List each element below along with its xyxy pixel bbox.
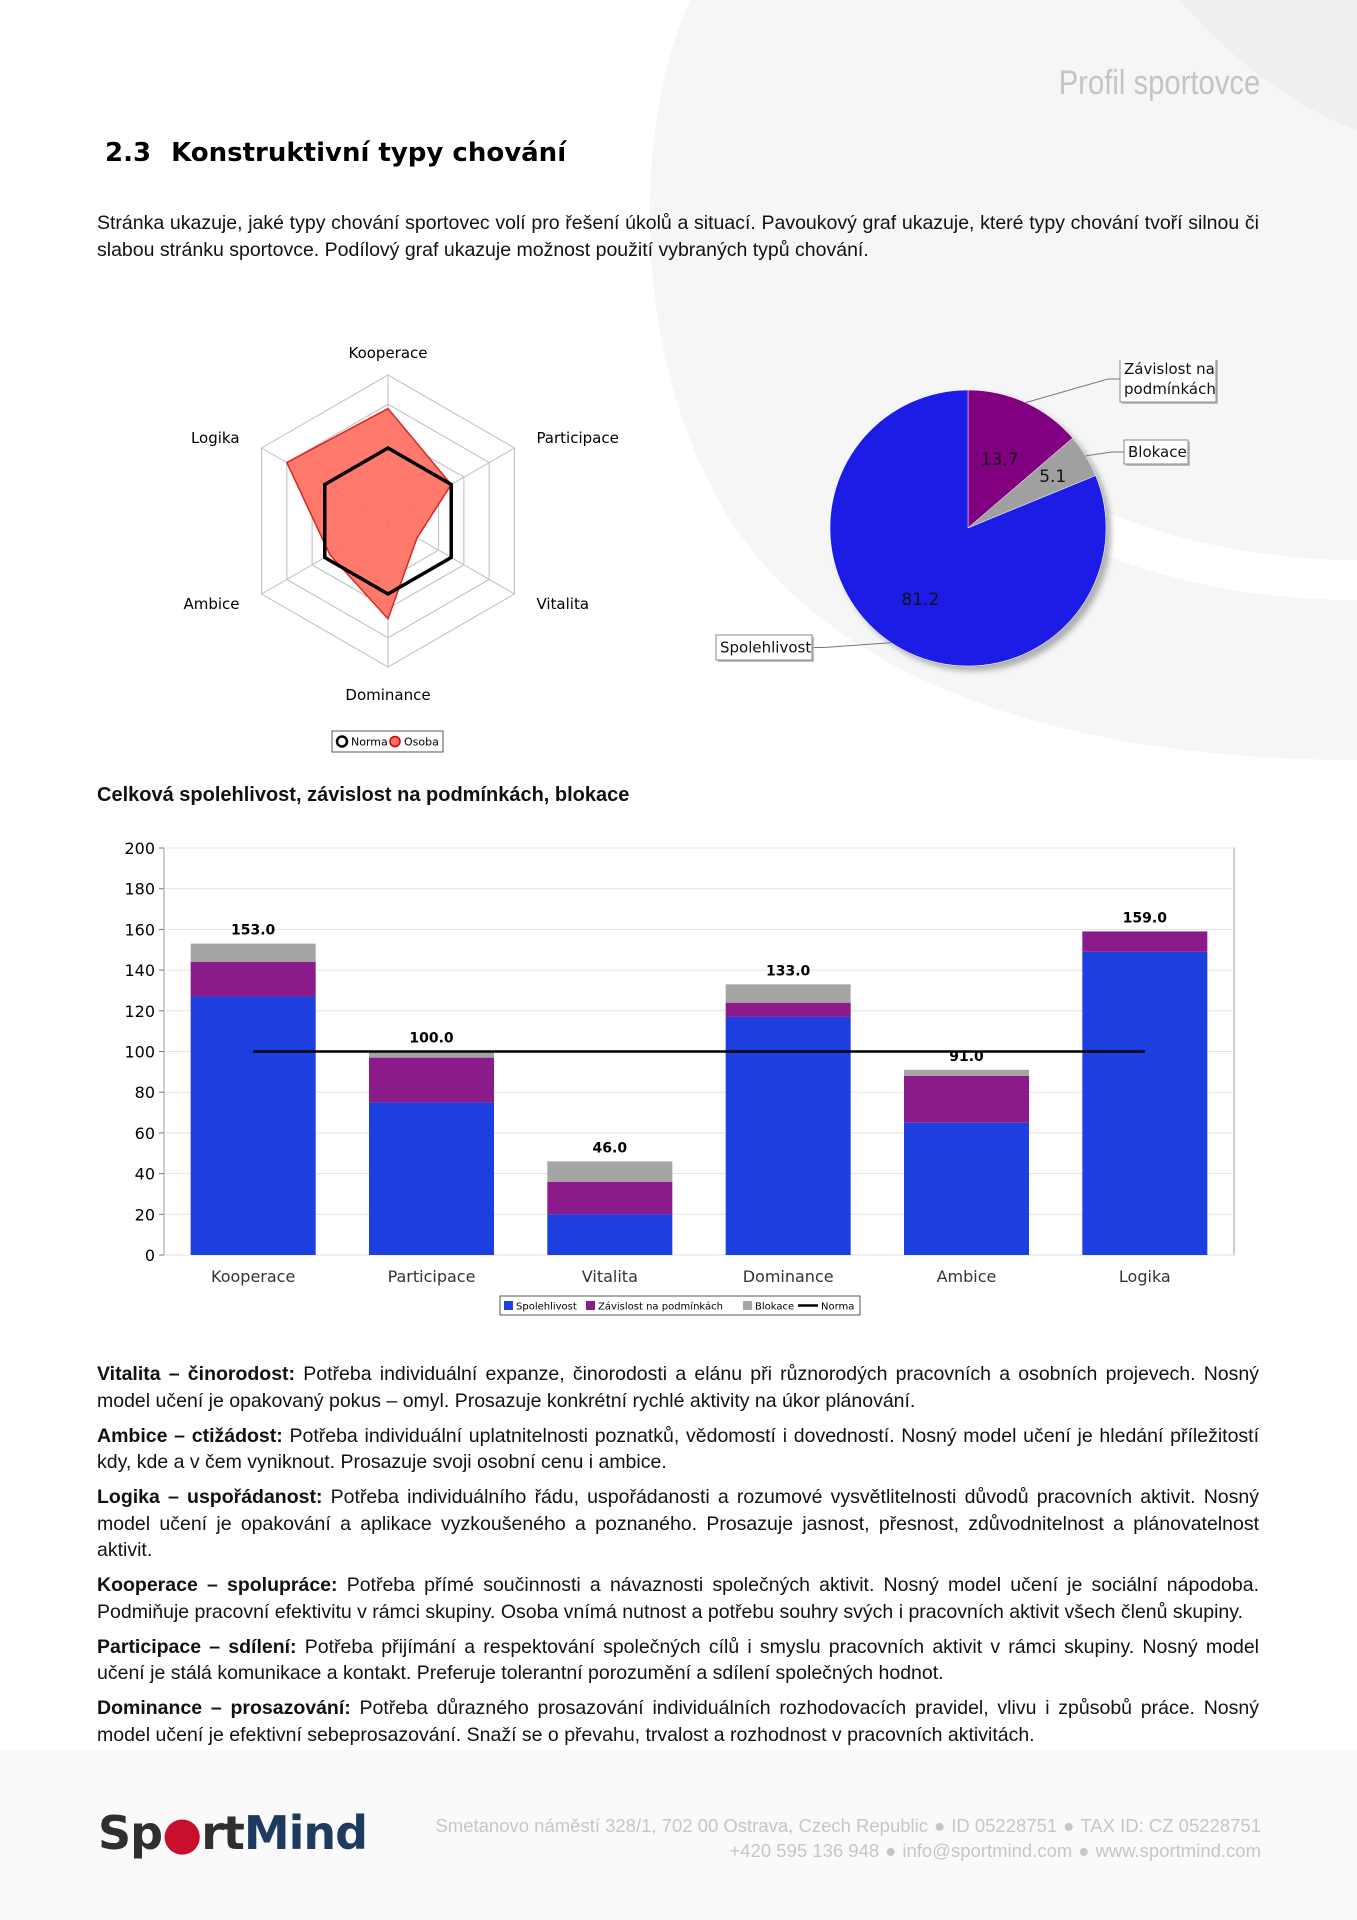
radar-axis-label: Vitalita — [536, 595, 590, 613]
radar-axis-label: Participace — [536, 429, 619, 447]
description-text: Potřeba přímé součinnosti a návaznosti společných aktivit. Nosný model učení je sociální nápodoba. Podmiňuje pracovní efektivitu v rámci skupiny. Osoba vnímá nutnost a potřebu souhry svých i pracovních aktivit všech členů skupiny. — [97, 1574, 1259, 1623]
footer-web[interactable]: www.sportmind.com — [1095, 1840, 1261, 1861]
bar-total-label: 133.0 — [766, 963, 811, 980]
radar-chart — [180, 330, 620, 760]
legend-swatch-blokace — [743, 1301, 752, 1310]
bar-category-label: Vitalita — [581, 1267, 638, 1286]
bar-category-label: Dominance — [742, 1267, 834, 1286]
bar-segment — [726, 984, 851, 1002]
footer-id: ID 05228751 — [951, 1815, 1058, 1836]
bar-segment — [547, 1161, 672, 1181]
legend-swatch-spolehlivost — [504, 1301, 513, 1310]
bar-segment — [547, 1182, 672, 1215]
description-text: Potřeba individuální expanze, činorodosti a elánu při různorodých pracovních a osobních projevech. Nosný model učení je opakovaný pokus – omyl. Prosazuje konkrétní rychlé aktivity na úkor plánování. — [97, 1363, 1259, 1412]
radar-chart-svg — [180, 330, 620, 760]
legend-label-spolehlivost: Spolehlivost — [516, 1301, 577, 1313]
bullet-icon: ● — [934, 1815, 946, 1836]
pie-callout-label: Blokace — [1128, 443, 1187, 461]
description-text: Potřeba důrazného prosazování individuálních rozhodovacích pravidel, vlivu i způsobů práce. Nosný model učení je efektivní sebeprosazování. Snaží se o převahu, trvalost a rozhodnost v pracovních aktivitách. — [97, 1697, 1259, 1746]
section-title — [105, 138, 566, 168]
bar-total-label: 91.0 — [949, 1048, 984, 1065]
pie-callout-line — [812, 643, 891, 648]
bar-total-label: 100.0 — [409, 1030, 454, 1047]
intro-paragraph: Stránka ukazuje, jaké typy chování sportovec volí pro řešení úkolů a situací. Pavoukový graf ukazuje, které typy chování tvoří silnou či slabou stránku sportovce. Podílový graf ukazuje možnost použití vybraných typů chování. — [97, 212, 1259, 261]
bar-legend — [500, 1296, 860, 1315]
bar-segment — [191, 944, 316, 962]
section-title-text: Konstruktivní typy chování — [171, 138, 567, 168]
pie-callout-label: podmínkách — [1124, 380, 1216, 398]
bar-segment — [369, 1102, 494, 1255]
page-header: Profil sportovce — [1058, 64, 1260, 102]
bar-ytick-label: 40 — [134, 1164, 155, 1184]
legend-label-norma-line: Norma — [821, 1301, 855, 1313]
bullet-icon: ● — [1078, 1840, 1090, 1861]
description-term: Logika – uspořádanost: — [97, 1486, 323, 1508]
footer-phone: +420 595 136 948 — [729, 1840, 880, 1861]
bar-category-label: Ambice — [936, 1267, 997, 1286]
legend-swatch-osoba — [390, 737, 400, 747]
bar-ytick-label: 100 — [124, 1042, 155, 1062]
bar-total-label: 153.0 — [231, 922, 276, 939]
pie-callout-line — [1026, 379, 1120, 403]
description-term: Vitalita – činorodost: — [97, 1363, 296, 1385]
footer-address-line — [435, 1815, 1261, 1837]
description-item — [97, 1361, 1259, 1414]
bar-segment — [547, 1214, 672, 1255]
bar-ytick-label: 180 — [124, 879, 155, 899]
pie-value-label: 5.1 — [1039, 467, 1067, 488]
description-item — [97, 1423, 1259, 1476]
radar-axis-label: Kooperace — [348, 344, 428, 362]
pie-chart-svg — [700, 360, 1260, 680]
description-item — [97, 1634, 1259, 1687]
bar-segment — [1082, 952, 1207, 1255]
bullet-icon: ● — [885, 1840, 897, 1861]
section-number: 2.3 — [105, 138, 152, 168]
bar-ytick-label: 160 — [124, 920, 155, 940]
description-term: Ambice – ctižádost: — [97, 1424, 283, 1447]
footer-contact-line — [729, 1840, 1261, 1862]
pie-chart — [700, 360, 1260, 680]
description-text: Potřeba individuální uplatnitelnosti poznatků, vědomostí i dovedností. Nosný model učení je hledání příležitostí kdy, kde a v čem vyniknout. Prosazuje svoji osobní cenu i ambice. — [97, 1424, 1259, 1473]
pie-callout-label: Závislost na — [1124, 360, 1215, 378]
legend-label-norma: Norma — [351, 735, 388, 749]
description-item — [97, 1695, 1259, 1748]
description-item — [97, 1484, 1259, 1564]
bullet-icon: ● — [1063, 1815, 1075, 1836]
bar-segment — [369, 1058, 494, 1103]
legend-label-zavislost: Závislost na podmínkách — [598, 1301, 723, 1313]
bar-ytick-label: 20 — [134, 1205, 155, 1225]
description-term: Participace – sdílení: — [97, 1635, 297, 1658]
description-term: Kooperace – spolupráce: — [97, 1574, 338, 1596]
bar-segment — [904, 1076, 1029, 1123]
bar-segment — [904, 1123, 1029, 1255]
bar-ytick-label: 60 — [134, 1123, 155, 1143]
pie-value-label: 81.2 — [901, 590, 940, 611]
bar-ytick-label: 0 — [144, 1246, 155, 1265]
legend-swatch-zavislost — [586, 1301, 595, 1310]
bar-segment — [726, 1003, 851, 1017]
radar-axis-label: Ambice — [183, 595, 240, 613]
radar-legend — [332, 731, 443, 752]
footer-tax: TAX ID: CZ 05228751 — [1080, 1815, 1261, 1836]
bar-segment — [904, 1070, 1029, 1076]
bar-ytick-label: 80 — [134, 1083, 155, 1103]
bar-total-label: 159.0 — [1122, 910, 1167, 927]
description-text: Potřeba přijímání a respektování společných cílů i smyslu pracovních aktivit v rámci skupiny. Nosný model učení je stálá komunikace a kontakt. Preferuje tolerantní porozumění a sdílení společných hodnot. — [97, 1635, 1259, 1684]
radar-axis-label: Dominance — [345, 686, 431, 704]
bar-total-label: 46.0 — [592, 1140, 628, 1157]
legend-label-blokace: Blokace — [755, 1301, 795, 1313]
footer-email[interactable]: info@sportmind.com — [902, 1840, 1073, 1861]
bar-category-label: Participace — [387, 1267, 476, 1286]
description-item — [97, 1572, 1259, 1625]
bar-category-label: Kooperace — [211, 1267, 296, 1286]
bar-chart-heading: Celková spolehlivost, závislost na podmínkách, blokace — [97, 784, 630, 806]
bar-segment — [191, 997, 316, 1255]
pie-callout-label: Spolehlivost — [720, 638, 812, 657]
sportmind-logo: Sp●rtMind — [98, 1806, 368, 1860]
legend-label-osoba: Osoba — [404, 735, 439, 749]
bar-ytick-label: 140 — [124, 961, 155, 981]
pie-value-label: 13.7 — [980, 450, 1019, 471]
legend-swatch-norma — [337, 737, 347, 747]
descriptions — [97, 1361, 1259, 1757]
bar-chart-svg — [100, 830, 1260, 1320]
radar-series-osoba — [287, 409, 451, 619]
radar-axis-label: Logika — [190, 429, 240, 447]
bar-segment — [191, 962, 316, 997]
logo-ball-icon: ● — [162, 1806, 202, 1860]
bar-ytick-label: 200 — [124, 839, 155, 858]
stacked-bar-chart — [100, 830, 1260, 1320]
bar-category-label: Logika — [1118, 1267, 1171, 1286]
footer-address: Smetanovo náměstí 328/1, 702 00 Ostrava, Czech Republic — [435, 1815, 929, 1836]
bar-segment — [1082, 931, 1207, 951]
description-term: Dominance – prosazování: — [97, 1697, 351, 1719]
description-text: Potřeba individuálního řádu, uspořádanosti a rozumové vysvětlitelnosti důvodů pracovních aktivit. Nosný model učení je opakování a aplikace vyzkoušeného a poznaného. Prosazuje jasnost, přesnost, zdůvodnitelnost a plánovatelnost aktivit. — [97, 1486, 1259, 1561]
pie-callout-line — [1086, 452, 1124, 456]
bar-ytick-label: 120 — [124, 1001, 155, 1021]
